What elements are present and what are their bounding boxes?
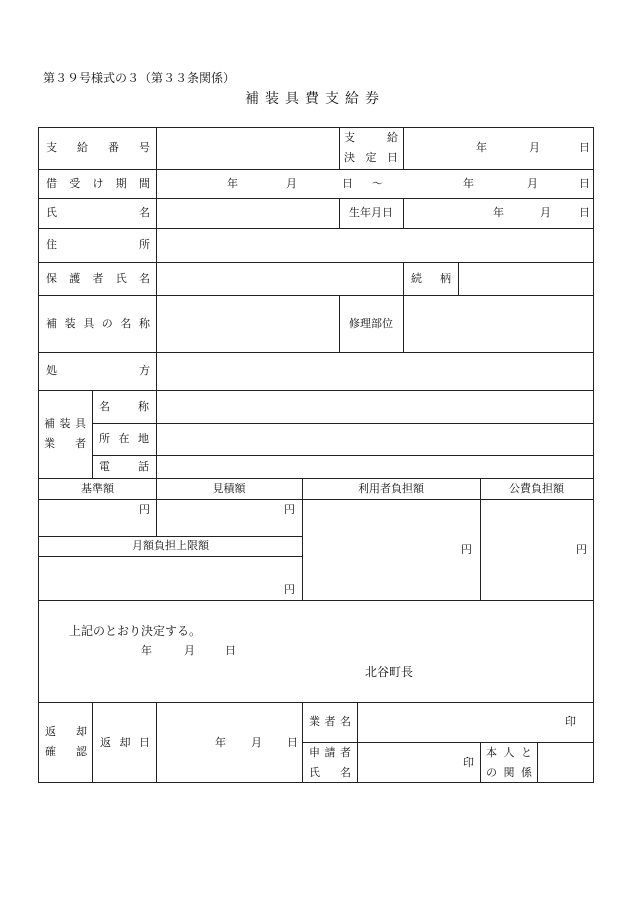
unit-month-2: 月: [286, 177, 297, 190]
label-public-burden: 公費負担額: [509, 482, 564, 495]
yen-monthly-limit: 円: [284, 583, 295, 596]
unit-year-1: 年: [476, 141, 487, 154]
form-title: 補装具費支給券: [245, 91, 385, 107]
seal-applicant: 印: [463, 756, 474, 769]
decision-text: 上記のとおり決定する。: [69, 624, 202, 638]
return-month: 月: [251, 736, 262, 749]
decision-month: 月: [184, 644, 195, 657]
unit-day-3: 日: [579, 177, 590, 190]
unit-day-2: 日: [342, 177, 353, 190]
label-return-date: 返 却 日: [100, 736, 150, 749]
yen-user-burden: 円: [461, 543, 472, 556]
label-vendor-location: 所 在 地: [99, 432, 149, 445]
label-prescription: 処 方: [46, 364, 150, 377]
tilde: 〜: [372, 177, 383, 190]
label-guardian-name: 保 護 者 氏 名: [46, 272, 150, 285]
form-table: [38, 127, 594, 783]
label-monthly-limit: 月額負担上限額: [132, 539, 209, 552]
yen-estimate: 円: [284, 503, 295, 516]
unit-day-4: 日: [579, 206, 590, 219]
label-decision-date-2: 決 定 日: [344, 151, 398, 164]
unit-month-3: 月: [527, 177, 538, 190]
label-applicant-2: 氏 名: [309, 766, 351, 779]
label-vendor-person: 業 者 名: [309, 715, 351, 728]
label-relationship: 続 柄: [411, 272, 451, 285]
label-name: 氏 名: [46, 206, 150, 219]
label-lending-period: 借 受 け 期 間: [46, 177, 150, 190]
yen-standard: 円: [139, 503, 150, 516]
label-address: 住 所: [46, 238, 150, 251]
unit-day-1: 日: [579, 141, 590, 154]
yen-public-burden: 円: [576, 543, 587, 556]
unit-year-3: 年: [463, 177, 474, 190]
label-vendor-2: 業 者: [44, 437, 86, 450]
seal-vendor: 印: [565, 715, 576, 728]
decision-year: 年: [141, 644, 152, 657]
signatory: 北谷町長: [365, 665, 414, 679]
label-repair-part: 修理部位: [349, 317, 393, 330]
label-vendor-name: 名 称: [99, 400, 149, 413]
return-day: 日: [287, 736, 298, 749]
label-estimate-amount: 見積額: [212, 482, 246, 495]
return-year: 年: [215, 736, 226, 749]
unit-month-4: 月: [540, 206, 551, 219]
decision-day: 日: [225, 644, 236, 657]
label-relation-1: 本 人 と: [486, 746, 532, 759]
label-relation-2: の 関 係: [486, 766, 532, 779]
label-return-confirm-1: 返 却: [45, 725, 87, 738]
unit-month-1: 月: [529, 141, 540, 154]
label-applicant-1: 申 請 者: [309, 746, 351, 759]
unit-year-4: 年: [493, 206, 504, 219]
label-vendor-1: 補 装 具: [44, 417, 86, 430]
label-standard-amount: 基準額: [81, 482, 114, 495]
label-device-name: 補 装 具 の 名 称: [46, 317, 150, 330]
label-return-confirm-2: 確 認: [45, 745, 87, 758]
label-birth-date: 生年月日: [349, 206, 393, 219]
label-vendor-phone: 電 話: [99, 460, 149, 473]
label-decision-date-1: 支 給: [344, 131, 398, 144]
label-payment-number: 支 給 番 号: [46, 141, 150, 154]
label-user-burden: 利用者負担額: [358, 482, 424, 495]
form-number: 第３９号様式の３（第３３条関係）: [43, 71, 236, 85]
unit-year-2: 年: [227, 177, 238, 190]
